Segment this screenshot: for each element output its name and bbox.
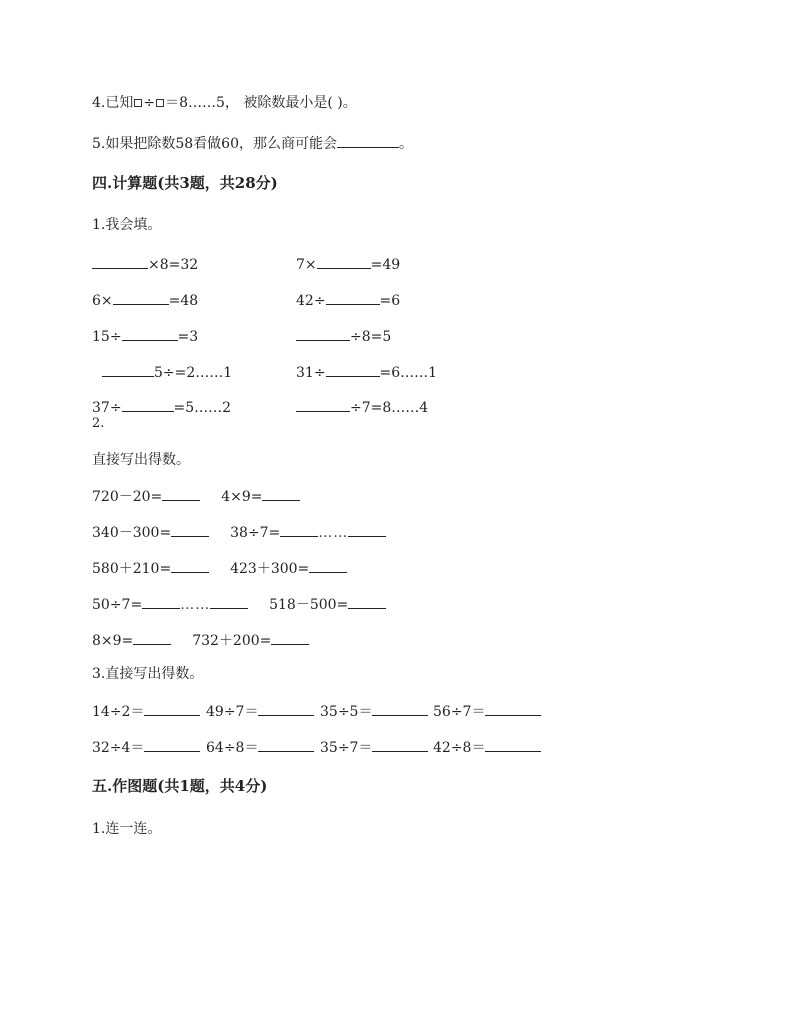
q5-text: 5.如果把除数58看做60，那么商可能会 [92,136,337,152]
answer-blank[interactable] [122,326,178,341]
expr-text: 720－20= [92,489,163,505]
q5-end: 。 [399,136,413,152]
fill-text: 37÷ [92,400,122,416]
expr-text: 732＋200= [192,633,272,649]
direct-row-2 [92,522,386,542]
expr-text: 4×9= [221,489,263,505]
quick-item [433,737,541,757]
quick-item [433,701,541,721]
fill-text: ÷7=8……4 [350,400,429,416]
fill-item-left-2 [92,290,198,310]
answer-blank[interactable] [133,630,171,645]
s4q3-label: 3.直接写出得数。 [92,666,204,682]
s4q2-label: 直接写出得数。 [92,452,190,468]
answer-blank[interactable] [210,594,248,609]
fill-item-left-5 [92,397,231,417]
fill-text: 15÷ [92,329,122,345]
answer-blank[interactable] [326,362,380,377]
fill-item-right-1 [296,254,400,274]
answer-blank[interactable] [122,397,174,412]
fill-item-right-3 [296,326,391,346]
expr-text: 50÷7= [92,597,143,613]
quick-item [206,701,314,721]
fill-item-right-4 [296,362,437,382]
blank-box-icon [134,99,142,107]
quick-row-2 [92,737,200,757]
expr-text: 14÷2＝ [92,704,145,720]
s4q2-number: 2. [92,416,105,431]
section-5-title: 五.作图题(共1题，共4分) [92,777,268,795]
fill-item-right-2 [296,290,400,310]
direct-row-5 [92,630,309,650]
fill-item-right-5 [296,397,428,417]
expr-text: 423＋300= [230,561,310,577]
direct-row-1 [92,486,300,506]
expr-text: 49÷7＝ [206,704,259,720]
answer-blank[interactable] [337,133,399,148]
fill-text: 5÷=2……1 [154,365,233,381]
fill-text: ×8=32 [148,257,199,273]
quick-item [320,737,428,757]
answer-blank[interactable] [485,737,541,752]
fill-text: =6……1 [379,365,438,381]
expr-text: 56÷7＝ [433,704,486,720]
q4-prefix: 4.已知 [92,95,134,111]
answer-blank[interactable] [258,737,314,752]
fill-text: 6× [92,293,113,309]
q4-divide-sign: ÷ [143,95,156,111]
answer-blank[interactable] [309,558,347,573]
remainder-dots: …… [318,525,349,541]
expr-text: 35÷7＝ [320,740,373,756]
quick-row-1 [92,701,200,721]
blank-box-icon [156,99,164,107]
fill-text: 31÷ [296,365,326,381]
answer-blank[interactable] [271,630,309,645]
fill-text: =48 [168,293,199,309]
answer-blank[interactable] [142,594,180,609]
remainder-dots: …… [180,597,211,613]
expr-text: 340－300= [92,525,172,541]
answer-blank[interactable] [296,326,350,341]
direct-row-3 [92,558,347,578]
fill-text: ÷8=5 [350,329,392,345]
expr-text: 518－500= [269,597,349,613]
question-4 [92,94,357,112]
section-4-title: 四.计算题(共3题，共28分) [92,174,278,192]
answer-blank[interactable] [372,701,428,716]
answer-blank[interactable] [317,254,371,269]
answer-blank[interactable] [348,522,386,537]
fill-item-left-3 [92,326,198,346]
expr-text: 38÷7= [230,525,281,541]
answer-blank[interactable] [348,594,386,609]
expr-text: 32÷4＝ [92,740,145,756]
quick-item [206,737,314,757]
answer-blank[interactable] [92,254,148,269]
q4-equation: ＝8……5， [165,95,239,111]
s4q1-label: 1.我会填。 [92,217,162,233]
expr-text: 8×9= [92,633,134,649]
s5q1-label: 1.连一连。 [92,821,162,837]
answer-blank[interactable] [296,397,350,412]
fill-text: =6 [379,293,401,309]
answer-blank[interactable] [485,701,541,716]
fill-item-left-1 [92,254,198,274]
answer-blank[interactable] [280,522,318,537]
answer-blank[interactable] [262,486,300,501]
expr-text: 42÷8＝ [433,740,486,756]
answer-blank[interactable] [162,486,200,501]
answer-blank[interactable] [258,701,314,716]
answer-blank[interactable] [144,701,200,716]
fill-text: 42÷ [296,293,326,309]
quick-item [320,701,428,721]
direct-row-4 [92,594,386,614]
fill-item-left-4 [102,362,232,382]
question-5 [92,133,413,153]
expr-text: 35÷5＝ [320,704,373,720]
expr-text: 580＋210= [92,561,172,577]
fill-text: =49 [370,257,401,273]
answer-blank[interactable] [113,290,169,305]
q4-tail: 被除数最小是( )。 [243,95,357,111]
fill-text: =5……2 [173,400,232,416]
fill-text: =3 [177,329,199,345]
answer-blank[interactable] [326,290,380,305]
answer-blank[interactable] [372,737,428,752]
answer-blank[interactable] [102,362,154,377]
answer-blank[interactable] [171,522,209,537]
fill-text: 7× [296,257,317,273]
expr-text: 64÷8＝ [206,740,259,756]
answer-blank[interactable] [144,737,200,752]
answer-blank[interactable] [171,558,209,573]
